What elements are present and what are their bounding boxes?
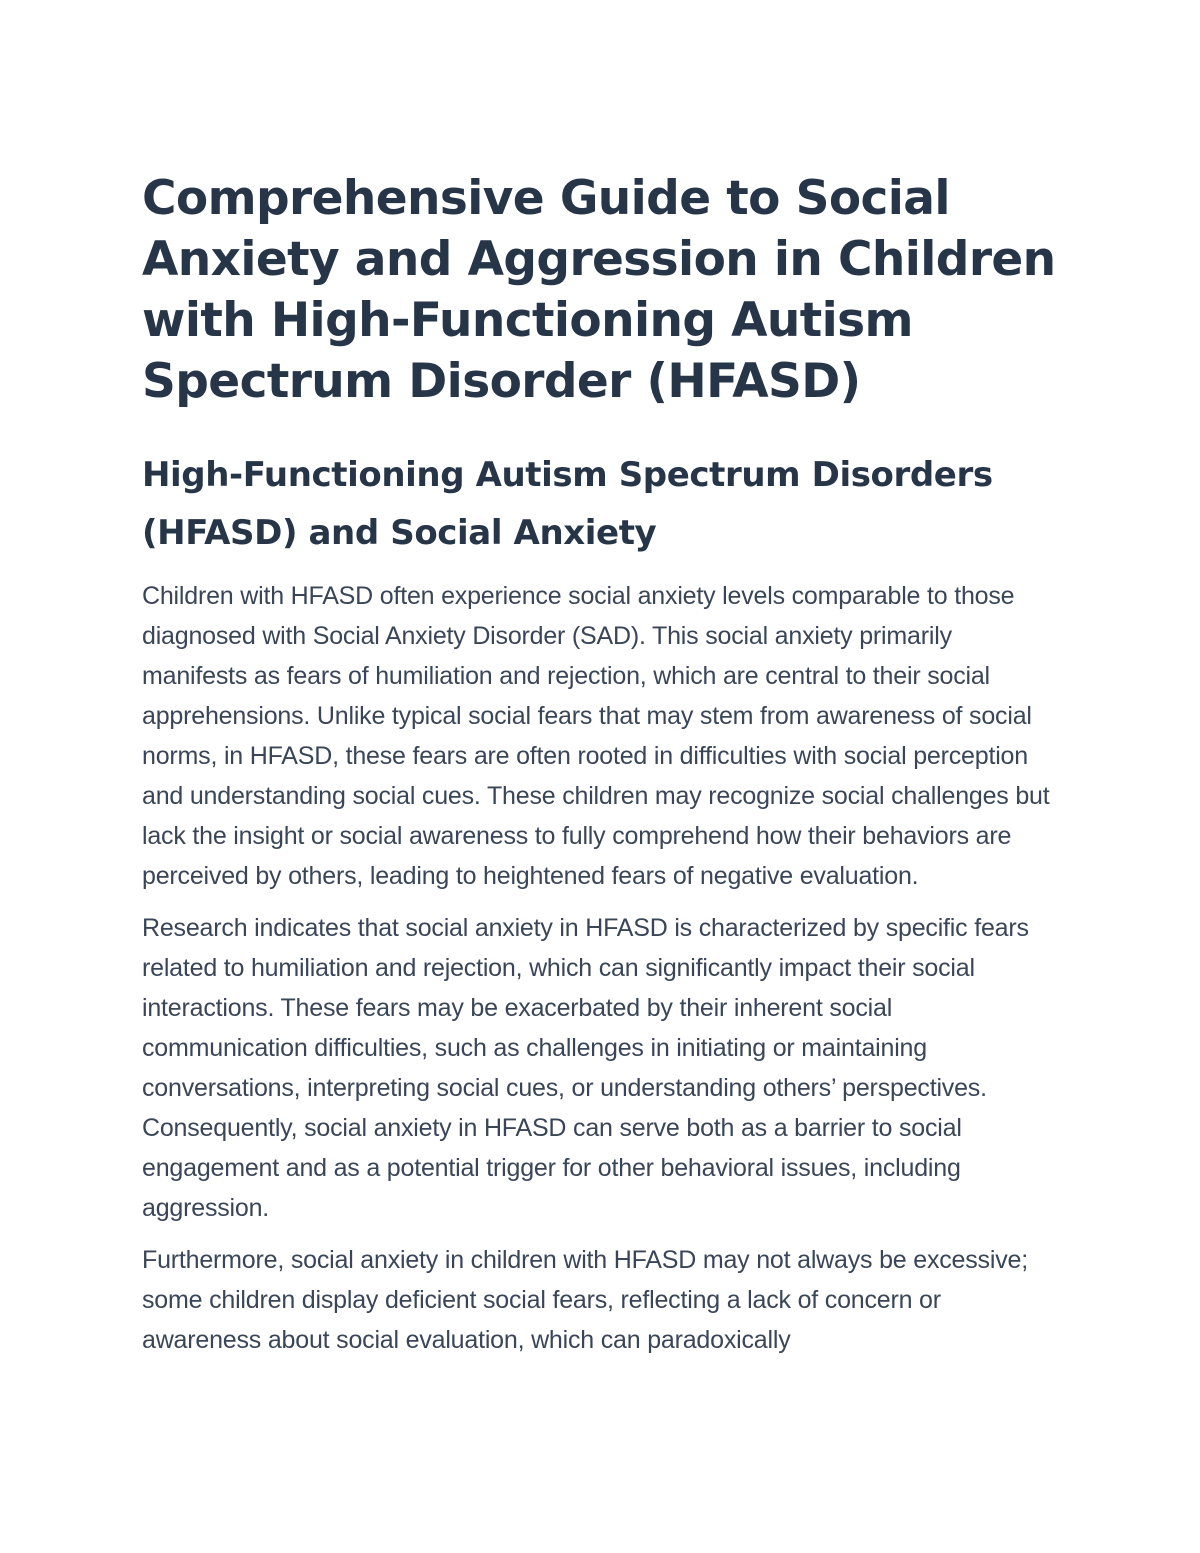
body-paragraph-3: Furthermore, social anxiety in children with HFASD may not always be excessive; some children display deficient social fears, reflecting a lack of concern or awareness about social evaluation, which can paradoxically [142, 1246, 1028, 1354]
document-title: Comprehensive Guide to Social Anxiety and Aggression in Children with High-Functioning Autism Spectrum Disorder (HFASD) [142, 171, 1056, 409]
document-page [142, 168, 1062, 1360]
body-paragraph-2: Research indicates that social anxiety in HFASD is characterized by specific fears related to humiliation and rejection, which can significantly impact their social interactions. These fears may be exacerbated by their inherent social communication difficulties, such as challenges in initiating or maintaining conversations, interpreting social cues, or understanding others’ perspectives. Consequently, social anxiety in HFASD can serve both as a barrier to social engagement and as a potential trigger for other behavioral issues, including aggression. [142, 914, 1029, 1222]
body-paragraph-1: Children with HFASD often experience social anxiety levels comparable to those diagnosed with Social Anxiety Disorder (SAD). This social anxiety primarily manifests as fears of humiliation and rejection, which are central to their social apprehensions. Unlike typical social fears that may stem from awareness of social norms, in HFASD, these fears are often rooted in difficulties with social perception and understanding social cues. These children may recognize social challenges but lack the insight or social awareness to fully comprehend how their behaviors are perceived by others, leading to heightened fears of negative evaluation. [142, 582, 1050, 890]
section-heading: High-Functioning Autism Spectrum Disorders (HFASD) and Social Anxiety [142, 455, 993, 553]
